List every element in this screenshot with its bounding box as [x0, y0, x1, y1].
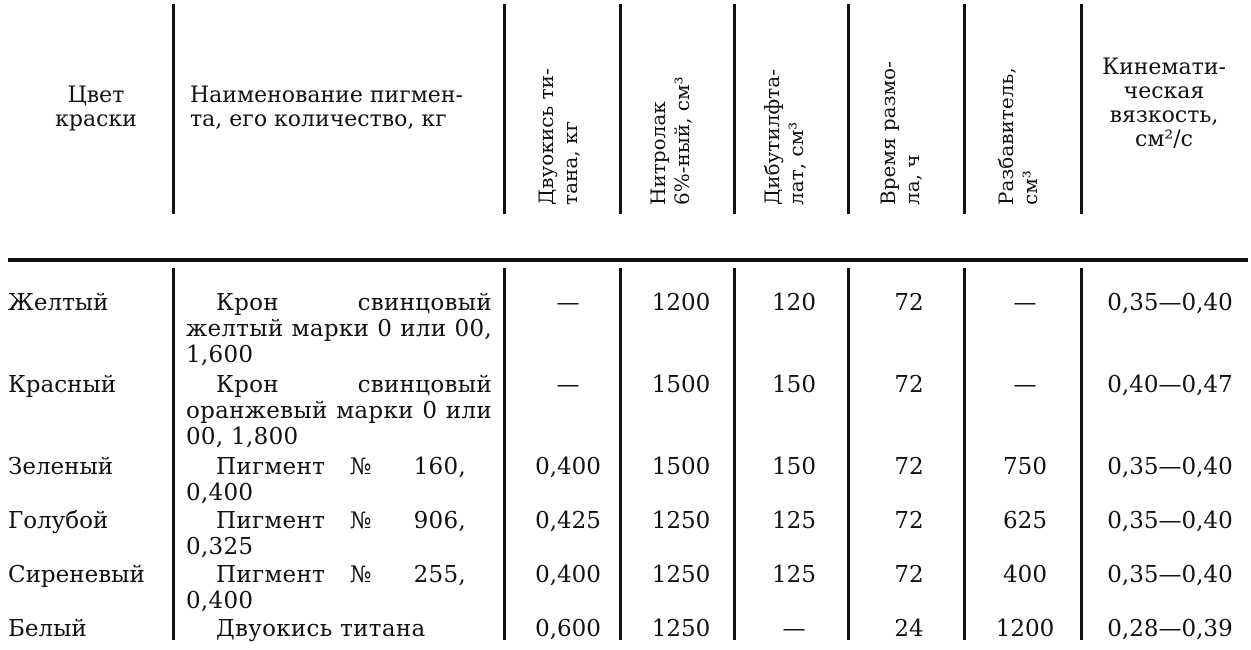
header-titanium-line1: Двуокись ти-: [534, 68, 558, 205]
header-viscosity: Кинемати-ческая вязкость, см²/с: [1102, 55, 1226, 152]
row-viscosity: 0,35—0,40: [1107, 508, 1233, 534]
header-dibutyl-line1: Дибутилфта-: [760, 69, 784, 205]
header-dibutyl-line2: лат, см³: [784, 121, 808, 205]
header-titanium: [534, 68, 582, 205]
row-grind-time: 72: [894, 508, 924, 534]
header-grind-time: [876, 61, 924, 205]
row-nitrolac: 1500: [651, 372, 711, 398]
row-grind-time: 72: [894, 290, 924, 316]
header-rule: [8, 258, 1248, 262]
row-color: Красный: [8, 372, 117, 398]
row-grind-time: 72: [894, 454, 924, 480]
header-nitrolac-line1: Нитролак: [646, 101, 670, 205]
header-titanium-line2: тана, кг: [558, 121, 582, 205]
row-thinner: —: [1013, 372, 1037, 398]
column-divider: [619, 4, 622, 214]
row-dibutyl: 150: [772, 372, 816, 398]
header-thinner: [994, 67, 1042, 205]
row-thinner: 1200: [995, 616, 1055, 642]
row-pigment: Двуокись титана: [216, 616, 426, 642]
column-divider: [172, 4, 175, 214]
row-thinner: —: [1013, 290, 1037, 316]
row-nitrolac: 1500: [651, 454, 711, 480]
row-viscosity: 0,35—0,40: [1107, 290, 1233, 316]
row-grind-time: 72: [894, 372, 924, 398]
row-nitrolac: 1250: [651, 562, 711, 588]
row-viscosity: 0,35—0,40: [1107, 454, 1233, 480]
row-viscosity: 0,40—0,47: [1107, 372, 1233, 398]
row-titanium: 0,400: [535, 562, 601, 588]
row-titanium: —: [556, 290, 580, 316]
column-divider: [172, 268, 175, 640]
column-divider: [733, 4, 736, 214]
header-color: Цвет краски: [55, 83, 137, 132]
row-color: Белый: [8, 616, 87, 642]
row-dibutyl: 150: [772, 454, 816, 480]
row-viscosity: 0,35—0,40: [1107, 562, 1233, 588]
row-viscosity: 0,28—0,39: [1107, 616, 1233, 642]
row-thinner: 750: [1003, 454, 1047, 480]
row-color: Желтый: [8, 290, 109, 316]
column-divider: [847, 4, 850, 214]
column-divider: [503, 268, 506, 640]
row-pigment: Пигмент № 255, 0,400: [186, 562, 466, 614]
row-color: Сиреневый: [8, 562, 145, 588]
header-grind-time-line1: Время размо-: [876, 61, 900, 205]
row-dibutyl: 120: [772, 290, 816, 316]
row-thinner: 400: [1003, 562, 1047, 588]
header-pigment: Наименование пигмен-та, его количество, кг: [190, 83, 463, 132]
column-divider: [503, 4, 506, 214]
row-titanium: 0,425: [535, 508, 601, 534]
row-pigment: Пигмент № 906, 0,325: [186, 508, 466, 560]
row-thinner: 625: [1003, 508, 1047, 534]
row-titanium: 0,600: [535, 616, 601, 642]
row-color: Голубой: [8, 508, 109, 534]
row-color: Зеленый: [8, 454, 114, 480]
header-thinner-line1: Разбавитель,: [994, 67, 1018, 205]
row-titanium: 0,400: [535, 454, 601, 480]
column-divider: [1080, 4, 1083, 214]
row-dibutyl: 125: [772, 508, 816, 534]
header-grind-time-line2: ла, ч: [900, 154, 924, 205]
row-nitrolac: 1250: [651, 508, 711, 534]
column-divider: [963, 4, 966, 214]
row-pigment: Крон свинцовый желтый марки 0 или 00, 1,600: [186, 290, 492, 368]
row-dibutyl: —: [782, 616, 806, 642]
header-dibutyl: [760, 69, 808, 205]
header-thinner-line2: см³: [1018, 170, 1042, 205]
row-dibutyl: 125: [772, 562, 816, 588]
row-pigment: Пигмент № 160, 0,400: [186, 454, 466, 506]
row-pigment: Крон свинцовый оранжевый марки 0 или 00, 1,800: [186, 372, 492, 450]
row-nitrolac: 1200: [651, 290, 711, 316]
header-nitrolac-line2: 6%-ный, см³: [670, 76, 694, 205]
row-grind-time: 24: [894, 616, 924, 642]
row-titanium: —: [556, 372, 580, 398]
row-nitrolac: 1250: [651, 616, 711, 642]
row-grind-time: 72: [894, 562, 924, 588]
header-nitrolac: [646, 76, 694, 205]
